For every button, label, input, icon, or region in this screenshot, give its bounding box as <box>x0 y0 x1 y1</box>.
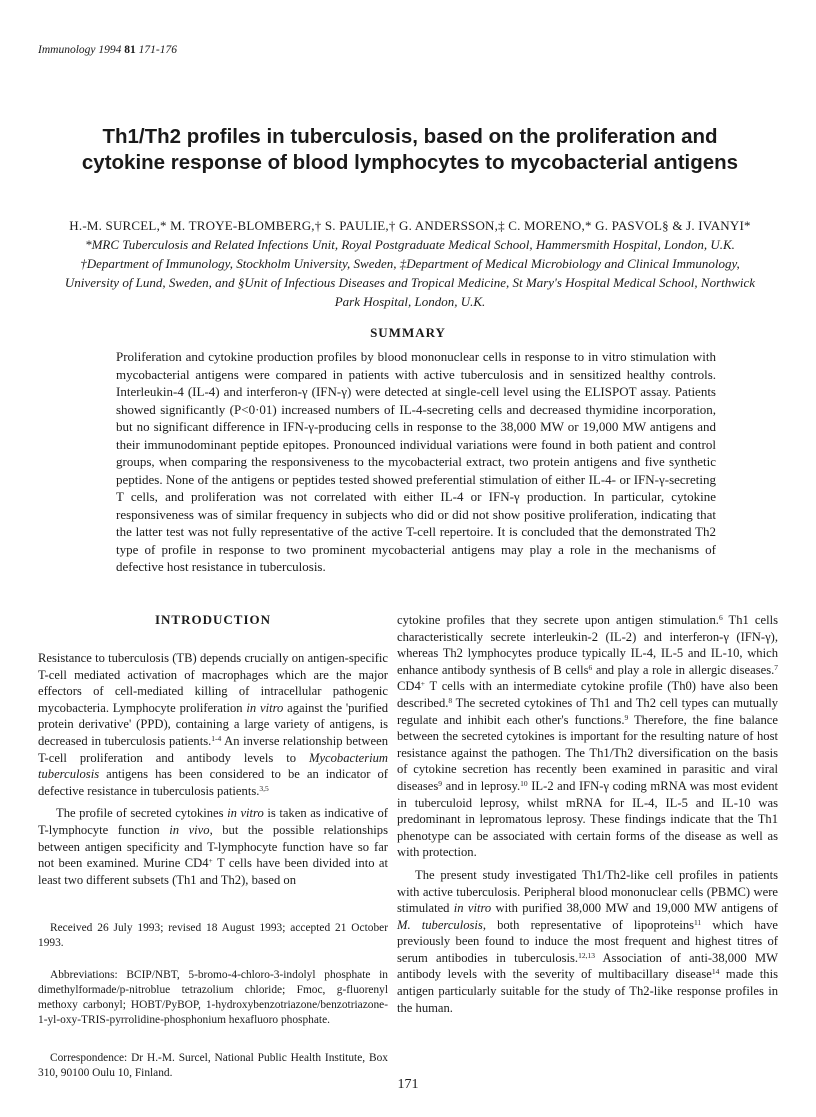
left-column <box>38 650 388 888</box>
right-column <box>397 612 778 1016</box>
intro-paragraph-2: The profile of secreted cytokines in vitro is taken as indicative of T-lymphocyte function in vivo, but the possible relationships between antigen specificity and T-lymphocyte function have so far not been examined. Murine CD4+ T cells have been divided into at least two different subsets (Th1 and Th2), based on <box>38 806 388 887</box>
footnote-received: Received 26 July 1993; revised 18 August 1993; accepted 21 October 1993. <box>38 922 388 949</box>
citation: 10 <box>520 778 528 788</box>
journal-volume: 81 <box>124 44 136 56</box>
journal-name: Immunology <box>38 44 96 56</box>
introduction-heading: INTRODUCTION <box>154 612 271 627</box>
citation: 8 <box>448 695 453 705</box>
journal-reference <box>38 44 177 56</box>
summary-heading: SUMMARY <box>370 325 446 340</box>
author-block <box>62 216 758 311</box>
journal-year: 1994 <box>98 44 122 56</box>
citation: 11 <box>694 917 702 927</box>
citation: 7 <box>774 662 778 672</box>
intro-paragraph-4: The present study investigated Th1/Th2-like cell profiles in patients with active tuberculosis. Peripheral blood mononuclear cells (PBMC) were stimulated in vitro with purified 38,000 MW and 19,000 MW antigens of M. tuberculosis, both representative of lipoproteins$^{11}$ which have previously been found to induce the most frequent and highest titres of serum antibodies in tuberculosis.$^{12,13}$ Association of anti-38,000 MW antibody levels with the severity of multibacillary disease$^{14}$ made this antigen particularly suitable for the study of Th2-like response profiles in the human. <box>397 867 779 1015</box>
citation: 6 <box>718 613 723 622</box>
citation: 9 <box>624 712 629 722</box>
article-title: Th1/Th2 profiles in tuberculosis, based on the proliferation and cytokine response of blood lymphocytes to mycobacterial antigens <box>81 125 739 174</box>
journal-pages: 171-176 <box>138 44 177 56</box>
citation: 1-4 <box>211 733 222 743</box>
footnote-correspondence: Correspondence: Dr H.-M. Surcel, National Public Health Institute, Box 310, 90100 Oulu 10, Finland. <box>38 1052 388 1079</box>
author-names: H.-M. SURCEL,* M. TROYE-BLOMBERG,† S. PAULIE,† G. ANDERSSON,‡ C. MORENO,* G. PASVOL§ & J. IVANYI* <box>69 218 751 233</box>
intro-paragraph-3: cytokine profiles that they secrete upon antigen stimulation.$^6$ Th1 cells characteristically secrete interleukin-2 (IL-2) and interferon-γ (IFN-γ), whereas Th2 lymphocytes produce typically IL-4, IL-5 and IL-10, which enhance antibody synthesis of B cells$^6$ and play a role in allergic diseases.$^7$ CD4+ T cells with an intermediate cytokine profile (Th0) have also been described.$^8$ The secreted cytokines of Th1 and Th2 cell types can mutually regulate and inhibit each other's functions.$^9$ Therefore, the fine balance between the secreted cytokines is important for the resulting nature of host resistance against the pathogen. The Th1/Th2 diversification on the basis of cytokine secretion has recently been examined in parasitic and viral diseases$^9$ and in leprosy.$^{10}$ IL-2 and IFN-γ coding mRNA was most evident in tuberculoid leprosy, whilst mRNA for IL-4, IL-5 and IL-10 was predominant in lepromatous leprosy. These findings indicate that the Th1 phenotype can be associated with certain forms of the disease as well as with protection. <box>397 613 778 860</box>
citation: 14 <box>711 967 720 977</box>
citation: 12,13 <box>578 950 595 960</box>
summary-text: Proliferation and cytokine production profiles by blood mononuclear cells in response to in vitro stimulation with mycobacterial antigens were compared in patients with active tuberculosis and in sensitized healthy controls. Interleukin-4 (IL-4) and interferon-γ (IFN-γ) were detected at single-cell level using the ELISPOT assay. Patients showed significantly (P<0·01) increased numbers of IL-4-secreting cells and decreased thymidine incorporation, but no significant difference in IFN-γ-producing cells in response to the 38,000 MW or 19,000 MW antigens and their immunodominant peptide epitopes. Pronounced individual variations were found in both patient and control groups, when comparing the responsiveness to the mycobacterial extract, two protein antigens and five synthetic peptides. None of the antigens or peptides tested showed preferential stimulation of either IL-4- or IFN-γ-secreting T cells, and proliferation was not correlated with either IL-4 or IFN-γ production. In particular, cytokine responsiveness was of similar frequency in subjects who did or did not show positive proliferation, indicating that the latter test was not fully representative of the active T-cell repertoire. It is concluded that the demonstrated Th2 type of profile in response to two prominent mycobacterial antigens may play a role in the mechanisms of defective host resistance in tuberculosis. <box>116 349 716 574</box>
citation: 6 <box>588 662 593 672</box>
page-number: 171 <box>397 1077 419 1092</box>
citation: 3,5 <box>259 783 269 793</box>
intro-paragraph-1: Resistance to tuberculosis (TB) depends crucially on antigen-specific T-cell mediated activation of macrophages which are the major effectors of cell-mediated killing of intracellular pathogenic mycobacteria. Lymphocyte proliferation in vitro against the 'purified protein derivative' (PPD), containing a large variety of antigens, is decreased in tuberculosis patients.$^{1-4}$ An inverse relationship between T-cell proliferation and antibody levels to Mycobacterium tuberculosis antigens has been considered to be an indicator of defective resistance in tuberculosis patients.$^{3,5}$ <box>38 651 389 798</box>
citation: 9 <box>438 778 443 788</box>
footnote-abbreviations: Abbreviations: BCIP/NBT, 5-bromo-4-chloro-3-indolyl phosphate in dimethylformade/p-nitroblue tetrazolium chloride; Fmoc, g-fluorenyl methoxy carbonyl; HOBT/PyBOP, 1-hydroxybenzotriazone/benzotriazone-1-yl-oxy-TRIS-pyrrolidine-phosphonium hexafluoro phosphate. <box>38 969 388 1026</box>
author-affiliations: *MRC Tuberculosis and Related Infections Unit, Royal Postgraduate Medical School, Hammersmith Hospital, London, U.K. †Department of Immunology, Stockholm University, Sweden, ‡Department of Medical Microbiology and Clinical Immunology, University of Lund, Sweden, and §Unit of Infectious Diseases and Tropical Medicine, St Mary's Hospital Medical School, Northwick Park Hospital, London, U.K. <box>64 237 756 309</box>
